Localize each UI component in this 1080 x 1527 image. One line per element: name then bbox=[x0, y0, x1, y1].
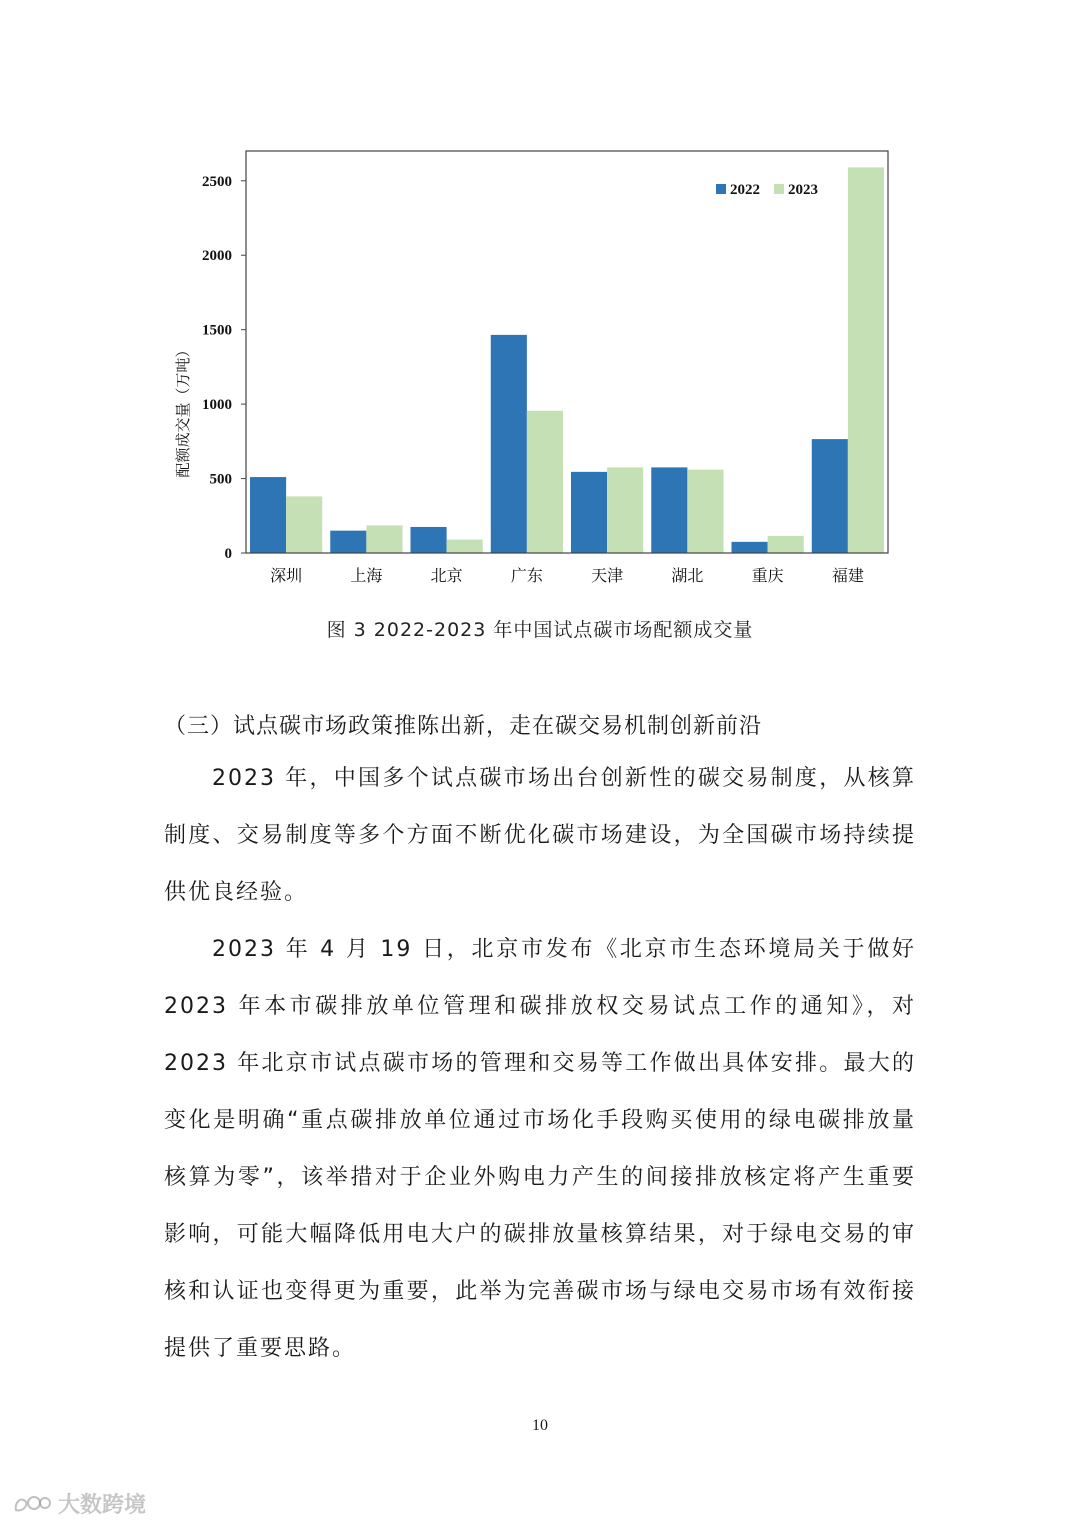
bar-2022-3 bbox=[491, 335, 527, 553]
legend-label-2023: 2023 bbox=[788, 182, 818, 198]
x-tick-label: 上海 bbox=[350, 566, 383, 585]
x-tick-label: 深圳 bbox=[270, 566, 303, 585]
bar-2023-0 bbox=[286, 496, 322, 553]
bar-2022-4 bbox=[571, 472, 607, 553]
watermark bbox=[12, 1488, 146, 1519]
bar-2022-1 bbox=[330, 531, 366, 553]
brand-logo-icon bbox=[12, 1490, 52, 1518]
bar-2022-7 bbox=[812, 439, 848, 553]
y-axis-label: 配额成交量（万吨） bbox=[174, 342, 192, 478]
bar-2023-7 bbox=[848, 167, 884, 553]
section-content bbox=[164, 704, 916, 1377]
legend-label-2022: 2022 bbox=[730, 182, 760, 198]
x-tick-label: 北京 bbox=[430, 566, 463, 585]
bar-2023-2 bbox=[447, 540, 483, 553]
x-tick-label: 重庆 bbox=[751, 566, 784, 585]
bar-2023-4 bbox=[607, 467, 643, 553]
x-tick-label: 福建 bbox=[831, 566, 864, 585]
paragraph: 2023 年，中国多个试点碳市场出台创新性的碳交易制度，从核算制度、交易制度等多个方面不断优化碳市场建设，为全国碳市场持续提供优良经验。 bbox=[164, 766, 916, 905]
y-tick-label: 2000 bbox=[202, 248, 232, 265]
y-tick-label: 500 bbox=[209, 471, 232, 488]
bar-2023-5 bbox=[687, 470, 723, 553]
plot-frame bbox=[246, 151, 888, 553]
legend-swatch-2022 bbox=[716, 184, 726, 194]
legend-swatch-2023 bbox=[774, 184, 784, 194]
y-tick-label: 0 bbox=[224, 546, 232, 562]
bar-2022-0 bbox=[250, 477, 286, 553]
bar-2023-1 bbox=[366, 525, 402, 553]
bar-2022-6 bbox=[732, 542, 768, 553]
figure-caption: 图 3 2022-2023 年中国试点碳市场配额成交量 bbox=[326, 619, 754, 641]
x-tick-label: 广东 bbox=[510, 566, 543, 585]
bar-2023-3 bbox=[527, 411, 563, 553]
section-heading: （三）试点碳市场政策推陈出新，走在碳交易机制创新前沿 bbox=[164, 714, 763, 739]
x-tick-label: 湖北 bbox=[671, 566, 704, 585]
x-tick-label: 天津 bbox=[591, 566, 624, 585]
bar-2022-5 bbox=[651, 467, 687, 553]
y-tick-label: 2500 bbox=[202, 173, 232, 190]
y-tick-label: 1500 bbox=[202, 322, 232, 339]
watermark-text: 大数跨境 bbox=[58, 1493, 147, 1518]
legend bbox=[716, 182, 818, 198]
page-number: 10 bbox=[532, 1417, 548, 1434]
paragraph: 2023 年 4 月 19 日，北京市发布《北京市生态环境局关于做好 2023 年本市碳排放单位管理和碳排放权交易试点工作的通知》，对 2023 年北京市试点碳市场的管理和交易等工作做出具体安排。最大的变化是明确“重点碳排放单位通过市场化手段购买使用的绿电碳排放量核算为零”，该举措对于企业外购电力产生的间接排放核定将产生重要影响，可能大幅降低用电大户的碳排放量核算结果，对于绿电交易的审核和认证也变得更为重要，此举为完善碳市场与绿电交易市场有效衔接提供了重要思路。 bbox=[164, 937, 916, 1361]
y-tick-label: 1000 bbox=[202, 397, 232, 414]
bar-2023-6 bbox=[768, 536, 804, 553]
bar-2022-2 bbox=[411, 527, 447, 553]
bar-chart bbox=[160, 140, 920, 600]
